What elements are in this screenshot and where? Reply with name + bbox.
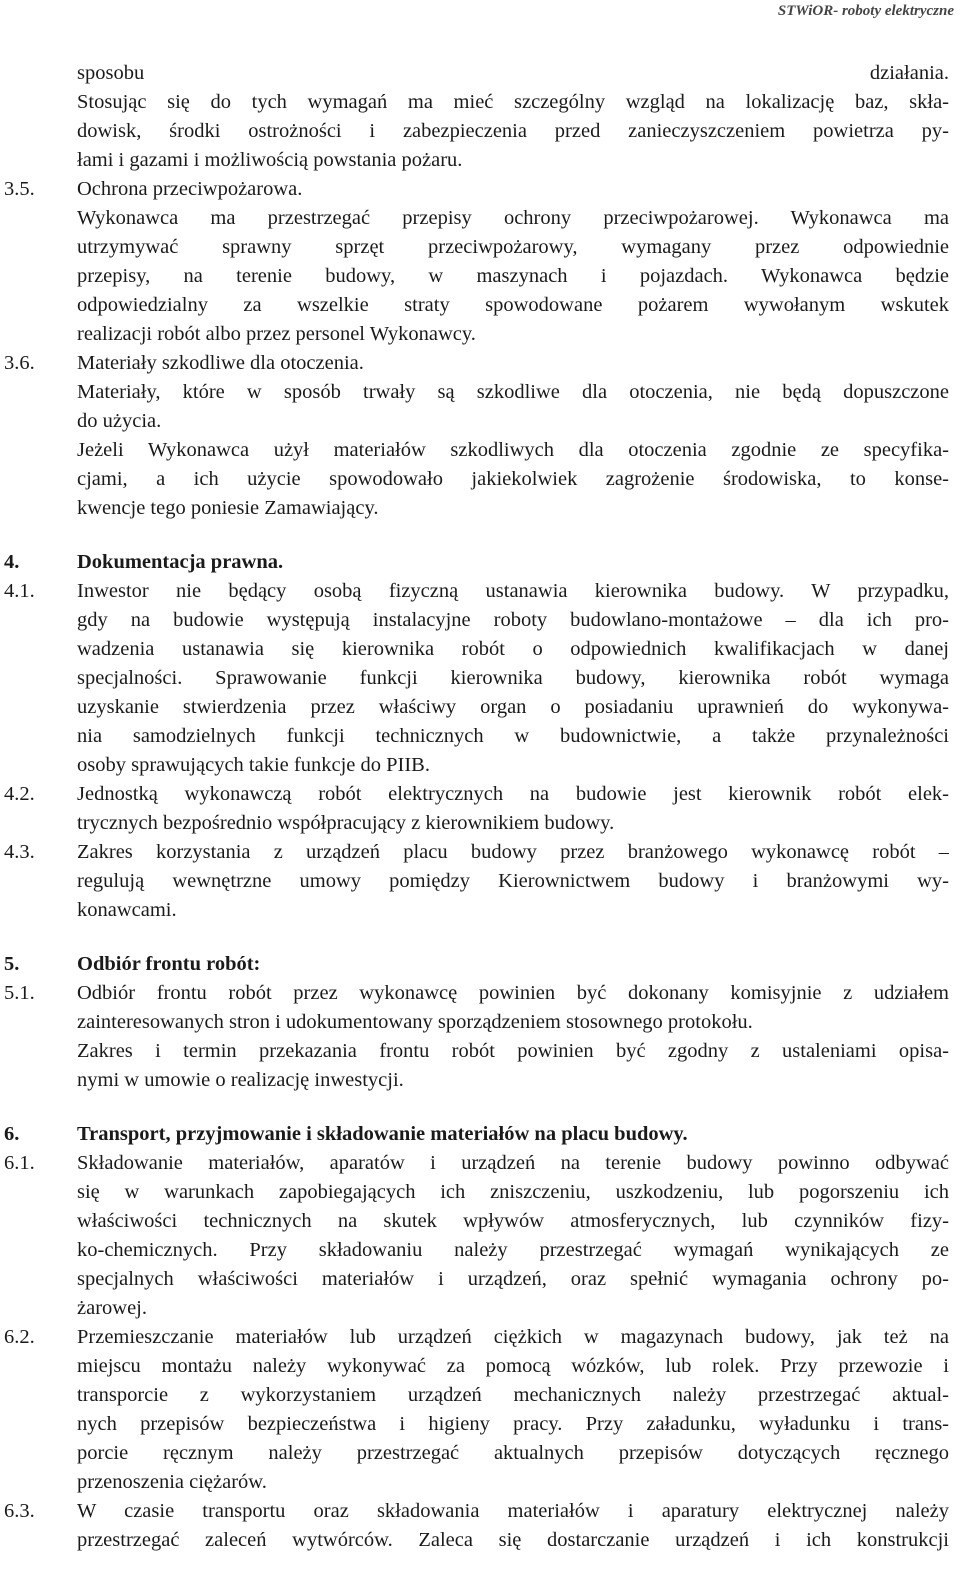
paragraph-line (0, 1149, 960, 1178)
line-text: do użycia. (77, 410, 162, 432)
paragraph-line (0, 1207, 960, 1236)
line-text: przestrzegać zaleceń wytwórców. Zaleca się dostarczanie urządzeń i ich konstrukcji (77, 1529, 949, 1551)
line-text: porcie ręcznym należy przestrzegać aktualnych przepisów dotyczących ręcznego (77, 1442, 949, 1464)
paragraph-line (0, 233, 960, 262)
line-text: Składowanie materiałów, aparatów i urządzeń na terenie budowy powinno odbywać (77, 1152, 949, 1174)
paragraph-line (0, 1352, 960, 1381)
section-number: 4. (4, 551, 20, 573)
line-text: Jeżeli Wykonawca użył materiałów szkodliwych dla otoczenia zgodnie ze specyfika- (77, 439, 949, 461)
paragraph-line (0, 291, 960, 320)
paragraph-line (0, 780, 960, 809)
paragraph-line (0, 751, 960, 780)
section-spacer (0, 925, 960, 950)
line-text: specjalnych właściwości materiałów i urządzeń, oraz spełnić wymagania ochrony po- (77, 1268, 949, 1290)
line-text: specjalności. Sprawowanie funkcji kierownika budowy, kierownika robót wymaga (77, 667, 949, 689)
section-heading (0, 950, 960, 979)
section-title: Transport, przyjmowanie i składowanie materiałów na placu budowy. (77, 1123, 688, 1145)
paragraph-line (0, 979, 960, 1008)
paragraph-line (0, 635, 960, 664)
section-spacer (0, 523, 960, 548)
section-title: Odbiór frontu robót: (77, 953, 261, 975)
paragraph-line (0, 809, 960, 838)
paragraph-line (0, 1294, 960, 1323)
section-title: Dokumentacja prawna. (77, 551, 284, 573)
line-text: dowisk, środki ostrożności i zabezpieczenia przed zanieczyszczeniem powietrza py- (77, 120, 949, 142)
paragraph-line (0, 262, 960, 291)
item-number: 6.3. (4, 1500, 35, 1522)
line-text: przepisy, na terenie budowy, w maszynach i pojazdach. Wykonawca będzie (77, 265, 949, 287)
document-body (0, 59, 960, 1555)
paragraph-line (0, 1008, 960, 1037)
line-text: się w warunkach zapobiegających ich zniszczeniu, uszkodzeniu, lub pogorszeniu ich (77, 1181, 949, 1203)
line-text: Materiały, które w sposób trwały są szkodliwe dla otoczenia, nie będą dopuszczone (77, 381, 949, 403)
paragraph-line (0, 664, 960, 693)
line-text: Przemieszczanie materiałów lub urządzeń ciężkich w magazynach budowy, jak też na (77, 1326, 949, 1348)
line-text: gdy na budowie występują instalacyjne roboty budowlano-montażowe – dla ich pro- (77, 609, 949, 631)
line-text: sposobu działania. (77, 62, 949, 84)
line-text: Odbiór frontu robót przez wykonawcę powinien być dokonany komisyjnie z udziałem (77, 982, 949, 1004)
paragraph-line (0, 838, 960, 867)
paragraph-line (0, 1236, 960, 1265)
item-number: 6.1. (4, 1152, 35, 1174)
item-number: 5.1. (4, 982, 35, 1004)
line-text: Jednostką wykonawczą robót elektrycznych na budowie jest kierownik robót elek- (77, 783, 949, 805)
paragraph-line (0, 1265, 960, 1294)
section-heading (0, 349, 960, 378)
paragraph-line (0, 1178, 960, 1207)
paragraph-line (0, 407, 960, 436)
paragraph-line (0, 378, 960, 407)
section-number: 3.6. (4, 352, 35, 374)
line-text: konawcami. (77, 899, 177, 921)
line-text: miejscu montażu należy wykonywać za pomocą wózków, lub rolek. Przy przewozie i (77, 1355, 949, 1377)
line-text: realizacji robót albo przez personel Wykonawcy. (77, 323, 476, 345)
item-number: 4.3. (4, 841, 35, 863)
line-text: właściwości technicznych na skutek wpływów atmosferycznych, lub czynników fizy- (77, 1210, 949, 1232)
line-text: kwencje tego poniesie Zamawiający. (77, 497, 379, 519)
section-spacer (0, 1095, 960, 1120)
running-header: STWiOR- roboty elektryczne (777, 3, 954, 19)
line-text: regulują wewnętrzne umowy pomiędzy Kierownictwem budowy i branżowymi wy- (77, 870, 949, 892)
paragraph-line (0, 722, 960, 751)
line-text: nymi w umowie o realizację inwestycji. (77, 1069, 404, 1091)
paragraph-line (0, 1497, 960, 1526)
paragraph-line (0, 1526, 960, 1555)
paragraph-line (0, 693, 960, 722)
paragraph-line (0, 1468, 960, 1497)
line-text: Zakres korzystania z urządzeń placu budowy przez branżowego wykonawcę robót – (77, 841, 949, 863)
line-text: trycznych bezpośrednio współpracujący z kierownikiem budowy. (77, 812, 615, 834)
paragraph-line (0, 436, 960, 465)
line-text: utrzymywać sprawny sprzęt przeciwpożarowy, wymagany przez odpowiednie (77, 236, 949, 258)
paragraph-line (0, 606, 960, 635)
line-text: Zakres i termin przekazania frontu robót powinien być zgodny z ustaleniami opisa- (77, 1040, 949, 1062)
section-number: 3.5. (4, 178, 35, 200)
line-text: osoby sprawujących takie funkcje do PIIB. (77, 754, 430, 776)
line-text: zainteresowanych stron i udokumentowany sporządzeniem stosownego protokołu. (77, 1011, 753, 1033)
paragraph-line (0, 320, 960, 349)
paragraph-line (0, 117, 960, 146)
line-text: W czasie transportu oraz składowania materiałów i aparatury elektrycznej należy (77, 1500, 949, 1522)
paragraph-line (0, 204, 960, 233)
section-number: 5. (4, 953, 20, 975)
paragraph-line (0, 1037, 960, 1066)
line-text: Stosując się do tych wymagań ma mieć szczególny wzgląd na lokalizację baz, skła- (77, 91, 949, 113)
paragraph-line (0, 1066, 960, 1095)
paragraph-line (0, 1410, 960, 1439)
section-heading (0, 548, 960, 577)
line-text: Inwestor nie będący osobą fizyczną ustanawia kierownika budowy. W przypadku, (77, 580, 949, 602)
paragraph-line (0, 88, 960, 117)
paragraph-line (0, 867, 960, 896)
line-text: przenoszenia ciężarów. (77, 1471, 267, 1493)
paragraph-line (0, 465, 960, 494)
paragraph-line (0, 1439, 960, 1468)
paragraph-line (0, 1323, 960, 1352)
item-number: 6.2. (4, 1326, 35, 1348)
item-number: 4.2. (4, 783, 35, 805)
section-title: Materiały szkodliwe dla otoczenia. (77, 352, 364, 374)
line-text: nych przepisów bezpieczeństwa i higieny pracy. Przy załadunku, wyładunku i trans- (77, 1413, 949, 1435)
paragraph-line (0, 1381, 960, 1410)
line-text: łami i gazami i możliwością powstania pożaru. (77, 149, 463, 171)
line-text: wadzenia ustanawia się kierownika robót o odpowiednich kwalifikacjach w danej (77, 638, 949, 660)
paragraph-line (0, 146, 960, 175)
line-text: odpowiedzialny za wszelkie straty spowodowane pożarem wywołanym wskutek (77, 294, 949, 316)
line-text: Wykonawca ma przestrzegać przepisy ochrony przeciwpożarowej. Wykonawca ma (77, 207, 949, 229)
section-heading (0, 175, 960, 204)
paragraph-line (0, 577, 960, 606)
paragraph-line (0, 494, 960, 523)
line-text: nia samodzielnych funkcji technicznych w budownictwie, a także przynależności (77, 725, 949, 747)
line-text: uzyskanie stwierdzenia przez właściwy organ o posiadaniu uprawnień do wykonywa- (77, 696, 949, 718)
paragraph-line (0, 59, 960, 88)
line-text: ko-chemicznych. Przy składowaniu należy przestrzegać wymagań wynikających ze (77, 1239, 949, 1261)
line-text: cjami, a ich użycie spowodowało jakiekolwiek zagrożenie środowiska, to konse- (77, 468, 949, 490)
line-text: żarowej. (77, 1297, 147, 1319)
paragraph-line (0, 896, 960, 925)
section-heading (0, 1120, 960, 1149)
item-number: 4.1. (4, 580, 35, 602)
line-text: transporcie z wykorzystaniem urządzeń mechanicznych należy przestrzegać aktual- (77, 1384, 949, 1406)
section-number: 6. (4, 1123, 20, 1145)
section-title: Ochrona przeciwpożarowa. (77, 178, 303, 200)
